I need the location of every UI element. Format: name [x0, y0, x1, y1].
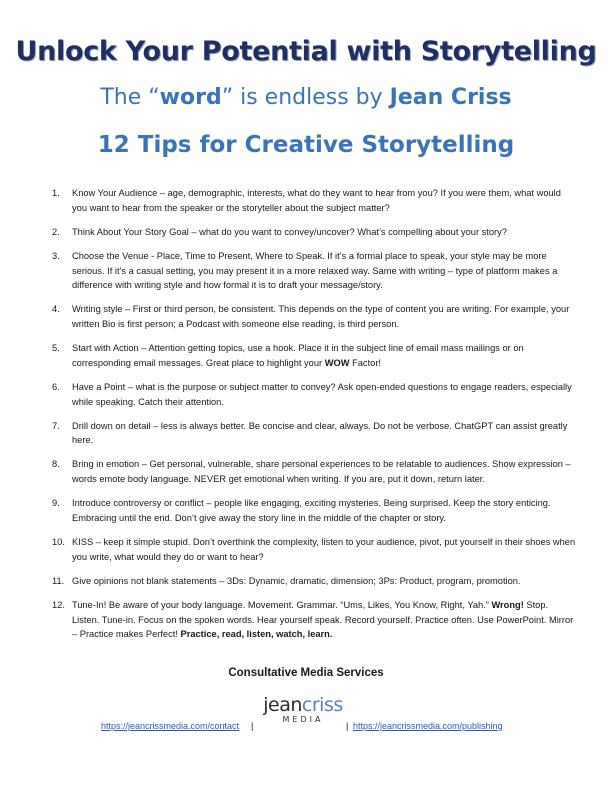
footer-separator: | [346, 721, 349, 731]
tip-text: Tune-In! Be aware of your body language. Movement. Grammar. “Ums, Likes, You Know, Right, Yah.” [72, 600, 492, 610]
tips-list [52, 186, 578, 651]
tip-text: Start with Action – Attention getting topics, use a hook. Place it in the subject line of email mass mailings or on corresponding email messages. Great place to highlight your [72, 343, 524, 368]
tip-text: Bring in emotion – Get personal, vulnerable, share personal experiences to be relatable to audiences. Show expression – words emote body language. NEVER get emotional when writing. If you are, put it down, return later. [72, 459, 571, 485]
tip-item-6 [52, 380, 578, 409]
subtitle-word: word [159, 85, 222, 110]
tip-number: 8. [52, 459, 60, 470]
tip-item-11 [52, 574, 578, 589]
tip-item-8 [52, 457, 578, 486]
tip-text: KISS – keep it simple stupid. Don’t overthink the complexity, listen to your audience, pivot, put yourself in their shoes when you write, what would they do or want to hear? [72, 537, 576, 562]
logo-word-b: criss [301, 694, 343, 716]
tip-number: 7. [52, 420, 60, 431]
tip-text: Give opinions not blank statements – 3Ds: Dynamic, dramatic, dimension; 3Ps: Product, program, promotion. [72, 575, 521, 586]
tip-item-12 [52, 598, 578, 642]
tip-number: 4. [52, 304, 60, 315]
contact-link[interactable]: https://jeancrissmedia.com/contact [101, 721, 240, 731]
tip-text-after: Factor! [349, 357, 381, 368]
footer-separator: | [251, 721, 254, 731]
tip-number: 1. [52, 188, 60, 198]
tip-item-5 [52, 341, 578, 370]
tip-text-after: Stop. Listen. Tune-in. Focus on the spoken words. Hear yourself speak. Record yourself. Practice often. Use PowerPoint. Mirror – Practice makes Perfect! [72, 600, 574, 640]
tip-bold-text: Wrong! [491, 600, 524, 610]
logo-word-a: jean [263, 694, 302, 716]
tip-number: 9. [52, 498, 60, 509]
tip-text: Writing style – First or third person, be consistent. This depends on the type of content you are writing. For example, your written Bio is first person; a Podcast with someone else reading, is third person. [72, 304, 570, 329]
jeancriss-media-logo [258, 695, 348, 735]
tip-text: Think About Your Story Goal – what do you want to convey/uncover? What’s compelling about your story? [72, 226, 507, 237]
tip-text: Introduce controversy or conflict – people like engaging, exciting mysteries. Being surprised. Keep the story enticing. Embracing until the end. Don’t give away the story line in the middle of the chapter or story. [72, 498, 551, 523]
tip-number: 5. [52, 343, 60, 354]
footer [0, 695, 612, 740]
tip-item-2 [52, 225, 578, 240]
tip-item-4 [52, 302, 578, 331]
tip-item-7 [52, 419, 578, 448]
tip-text: Drill down on detail – less is always better. Be concise and clear, always. Do not be verbose. ChatGPT can assist greatly here. [72, 420, 568, 446]
tip-item-10 [52, 535, 578, 564]
tip-text-wrapper [72, 598, 578, 642]
company-name: Consultative Media Services [228, 667, 384, 679]
subtitle-part2: ” is endless by [221, 85, 390, 110]
publishing-link[interactable]: https://jeancrissmedia.com/publishing [353, 721, 503, 731]
tip-text: Have a Point – what is the purpose or subject matter to convey? Ask open-ended questions to engage readers, especially while speaking. Catch their attention. [72, 381, 572, 407]
tip-number: 3. [52, 250, 60, 261]
logo-wordmark [258, 695, 348, 715]
document-title: Unlock Your Potential with Storytelling [15, 36, 597, 67]
subtitle-part1: The “ [100, 85, 160, 110]
tip-item-9 [52, 496, 578, 525]
tip-number: 6. [52, 381, 60, 392]
tip-item-1 [52, 186, 578, 215]
tip-bold-closing: Practice, read, listen, watch, learn. [180, 629, 333, 640]
tip-number: 12. [52, 600, 65, 610]
logo-subtext: MEDIA [282, 715, 324, 724]
tip-text: Choose the Venue - Place, Time to Present, Where to Speak. If it’s a formal place to speak, your style may be more serious. If it’s a casual setting, you may present it in a more relaxed way. Same with writing – type of platform makes a difference with writing style and how formal it is to draft your message/story. [72, 250, 558, 291]
tip-text: Know Your Audience – age, demographic, interests, what do they want to hear from you? If you were them, what would you want to hear from the speaker or the storyteller about the subject matter? [72, 188, 561, 213]
subtitle-author: Jean Criss [389, 85, 512, 110]
tips-heading: 12 Tips for Creative Storytelling [97, 132, 515, 158]
tip-text-wrapper [72, 341, 578, 370]
tip-number: 2. [52, 226, 60, 237]
document-subtitle [0, 85, 612, 110]
tip-bold-text: WOW [324, 357, 350, 368]
tip-item-3 [52, 249, 578, 293]
tip-number: 10. [52, 537, 65, 548]
tip-number: 11. [52, 575, 65, 586]
